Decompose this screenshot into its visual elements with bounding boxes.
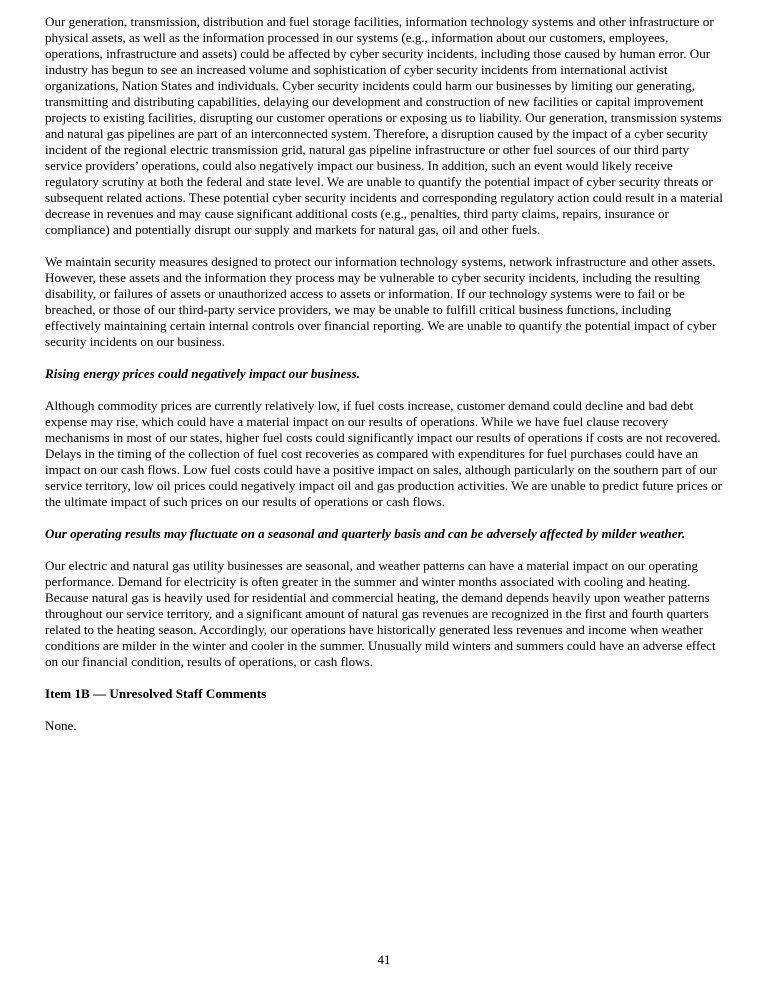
paragraph-energy-prices: Although commodity prices are currently relatively low, if fuel costs increase, customer demand could decline and bad debt expense may rise, which could have a material impact on our results of operations. While we have fuel clause recovery mechanisms in most of our states, higher fuel costs could significantly impact our results of operations if costs are not recovered. Delays in the timing of the collection of fuel cost recoveries as compared with expenditures for fuel purchases could have an impact on our cash flows. Low fuel costs could have a positive impact on sales, although particularly on the southern part of our service territory, low oil prices could negatively impact oil and gas production activities. We are unable to predict future prices or the ultimate impact of such prices on our results of operations or cash flows. (45, 398, 723, 509)
document-page (45, 14, 725, 750)
page-number: 41 (377, 952, 391, 967)
risk-heading-energy-prices: Rising energy prices could negatively impact our business. (45, 366, 360, 381)
paragraph-cyber-security-risk: Our generation, transmission, distribution and fuel storage facilities, information technology systems and other infrastructure or physical assets, as well as the information processed in our systems (e.g., information about our customers, employees, operations, infrastructure and assets) could be affected by cyber security incidents, including those caused by human error. Our industry has begun to see an increased volume and sophistication of cyber security incidents from international activist organizations, Nation States and individuals. Cyber security incidents could harm our businesses by limiting our generating, transmitting and distributing capabilities, delaying our development and construction of new facilities or capital improvement projects to existing facilities, disrupting our customer operations or exposing us to liability. Our generation, transmission systems and natural gas pipelines are part of an interconnected system. Therefore, a disruption caused by the impact of a cyber security incident of the regional electric transmission grid, natural gas pipeline infrastructure or other fuel sources of our third party service providers’ operations, could also negatively impact our business. In addition, such an event would likely receive regulatory scrutiny at both the federal and state level. We are unable to quantify the potential impact of cyber security threats or subsequent related actions. These potential cyber security incidents and corresponding regulatory action could result in a material decrease in revenues and may cause significant additional costs (e.g., penalties, third party claims, repairs, insurance or compliance) and potentially disrupt our supply and markets for natural gas, oil and other fuels. (45, 14, 723, 237)
paragraph-seasonal-weather: Our electric and natural gas utility businesses are seasonal, and weather patterns can have a material impact on our operating performance. Demand for electricity is often greater in the summer and winter months associated with cooling and heating. Because natural gas is heavily used for residential and commercial heating, the demand depends heavily upon weather patterns throughout our service territory, and a significant amount of natural gas revenues are recognized in the first and fourth quarters related to the heating season. Accordingly, our operations have historically generated less revenues and income when weather conditions are milder in the winter and cooler in the summer. Unusually mild winters and summers could have an adverse effect on our financial condition, results of operations, or cash flows. (45, 558, 716, 669)
paragraph-security-measures: We maintain security measures designed to protect our information technology systems, network infrastructure and other assets. However, these assets and the information they process may be vulnerable to cyber security incidents, including the resulting disability, or failures of assets or unauthorized access to assets or information. If our technology systems were to fail or be breached, or those of our third-party service providers, we may be unable to fulfill critical business functions, including effectively maintaining certain internal controls over financial reporting. We are unable to quantify the potential impact of cyber security incidents on our business. (45, 254, 717, 349)
section-heading-item-1b: Item 1B — Unresolved Staff Comments (45, 686, 267, 701)
paragraph-none: None. (45, 718, 77, 733)
risk-heading-seasonal-weather: Our operating results may fluctuate on a seasonal and quarterly basis and can be adversely affected by milder weather. (45, 526, 686, 541)
